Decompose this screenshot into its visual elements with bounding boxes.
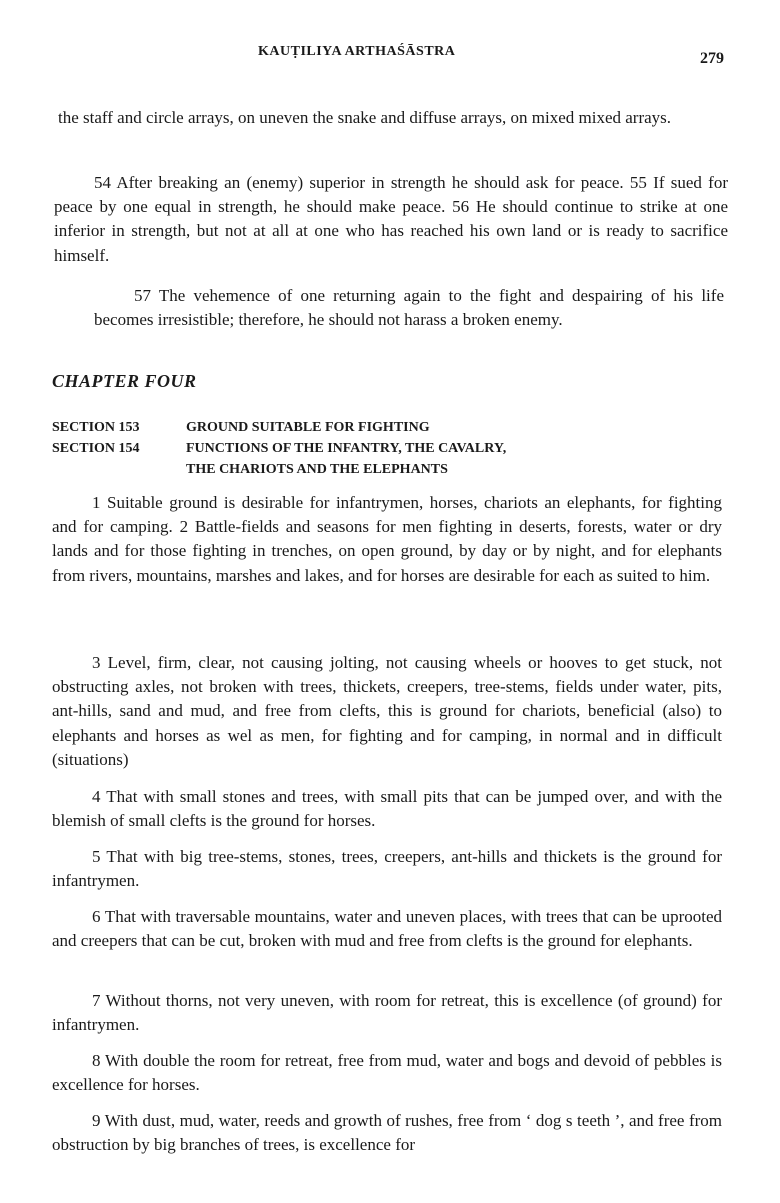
paragraph-verse-9: 9 With dust, mud, water, reeds and growth of rushes, free from ‘ dog s teeth ’, and free from obstruction by big branches of trees, is excellence for <box>52 1111 722 1155</box>
paragraph-verse-6: 6 That with traversable mountains, water and uneven places, with trees that can be uprooted and creepers that can be cut, broken with mud and free from clefts is the ground for elephants. <box>52 907 722 951</box>
page-number: 279 <box>700 50 724 67</box>
section-label <box>52 459 186 480</box>
paragraph-verse-8: 8 With double the room for retreat, free from mud, water and bogs and devoid of pebbles is excellence for horses. <box>52 1051 722 1095</box>
paragraph-verses-54-56: 54 After breaking an (enemy) superior in strength he should ask for peace. 55 If sued for peace by one equal in strength, he should make peace. 56 He should continue to strike at one inferior in strength, but not at all at one who has reached his own land or is ready to sacrifice himself. <box>54 173 728 265</box>
section-heading <box>52 417 506 438</box>
paragraph-verses-1-2: 1 Suitable ground is desirable for infantrymen, horses, chariots an elephants, for fighting and for camping. 2 Battle-fields and seasons for men fighting in deserts, forests, water or dry lands and for those fighting in trenches, on open ground, by day or by night, and for elephants from rivers, mountains, marshes and lakes, and for horses are desirable for each as suited to him. <box>52 493 722 585</box>
paragraph-verse-3: 3 Level, firm, clear, not causing jolting, not causing wheels or hooves to get stuck, not obstructing axles, not broken with trees, thickets, creepers, tree-stems, fields under water, pits, ant-hills, sand and mud, and free from clefts, this is ground for chariots, beneficial (also) to elephants and horses as wel as men, for fighting and for camping, in normal and in difficult (situations) <box>52 653 722 769</box>
section-title: THE CHARIOTS AND THE ELEPHANTS <box>186 462 448 477</box>
paragraph-verse-5: 5 That with big tree-stems, stones, trees, creepers, ant-hills and thickets is the ground for infantrymen. <box>52 847 722 891</box>
section-heading <box>52 459 506 480</box>
chapter-title: CHAPTER FOUR <box>52 371 197 391</box>
section-label: SECTION 153 <box>52 420 140 435</box>
paragraph-verse-7: 7 Without thorns, not very uneven, with room for retreat, this is excellence (of ground) for infantrymen. <box>52 991 722 1035</box>
paragraph-continuation: the staff and circle arrays, on uneven the snake and diffuse arrays, on mixed mixed arrays. <box>58 108 672 127</box>
section-headings <box>52 417 506 480</box>
paragraph-verse-4: 4 That with small stones and trees, with small pits that can be jumped over, and with the blemish of small clefts is the ground for horses. <box>52 787 722 831</box>
paragraph-verse-57: 57 The vehemence of one returning again to the fight and despairing of his life becomes irresistible; therefore, he should not harass a broken enemy. <box>94 286 724 330</box>
section-label: SECTION 154 <box>52 441 140 456</box>
section-title: FUNCTIONS OF THE INFANTRY, THE CAVALRY, <box>186 441 507 456</box>
section-title: GROUND SUITABLE FOR FIGHTING <box>186 420 430 435</box>
section-heading <box>52 438 506 459</box>
running-title: KAUṬILIYA ARTHAŚĀSTRA <box>258 44 456 59</box>
page-header <box>0 44 780 68</box>
